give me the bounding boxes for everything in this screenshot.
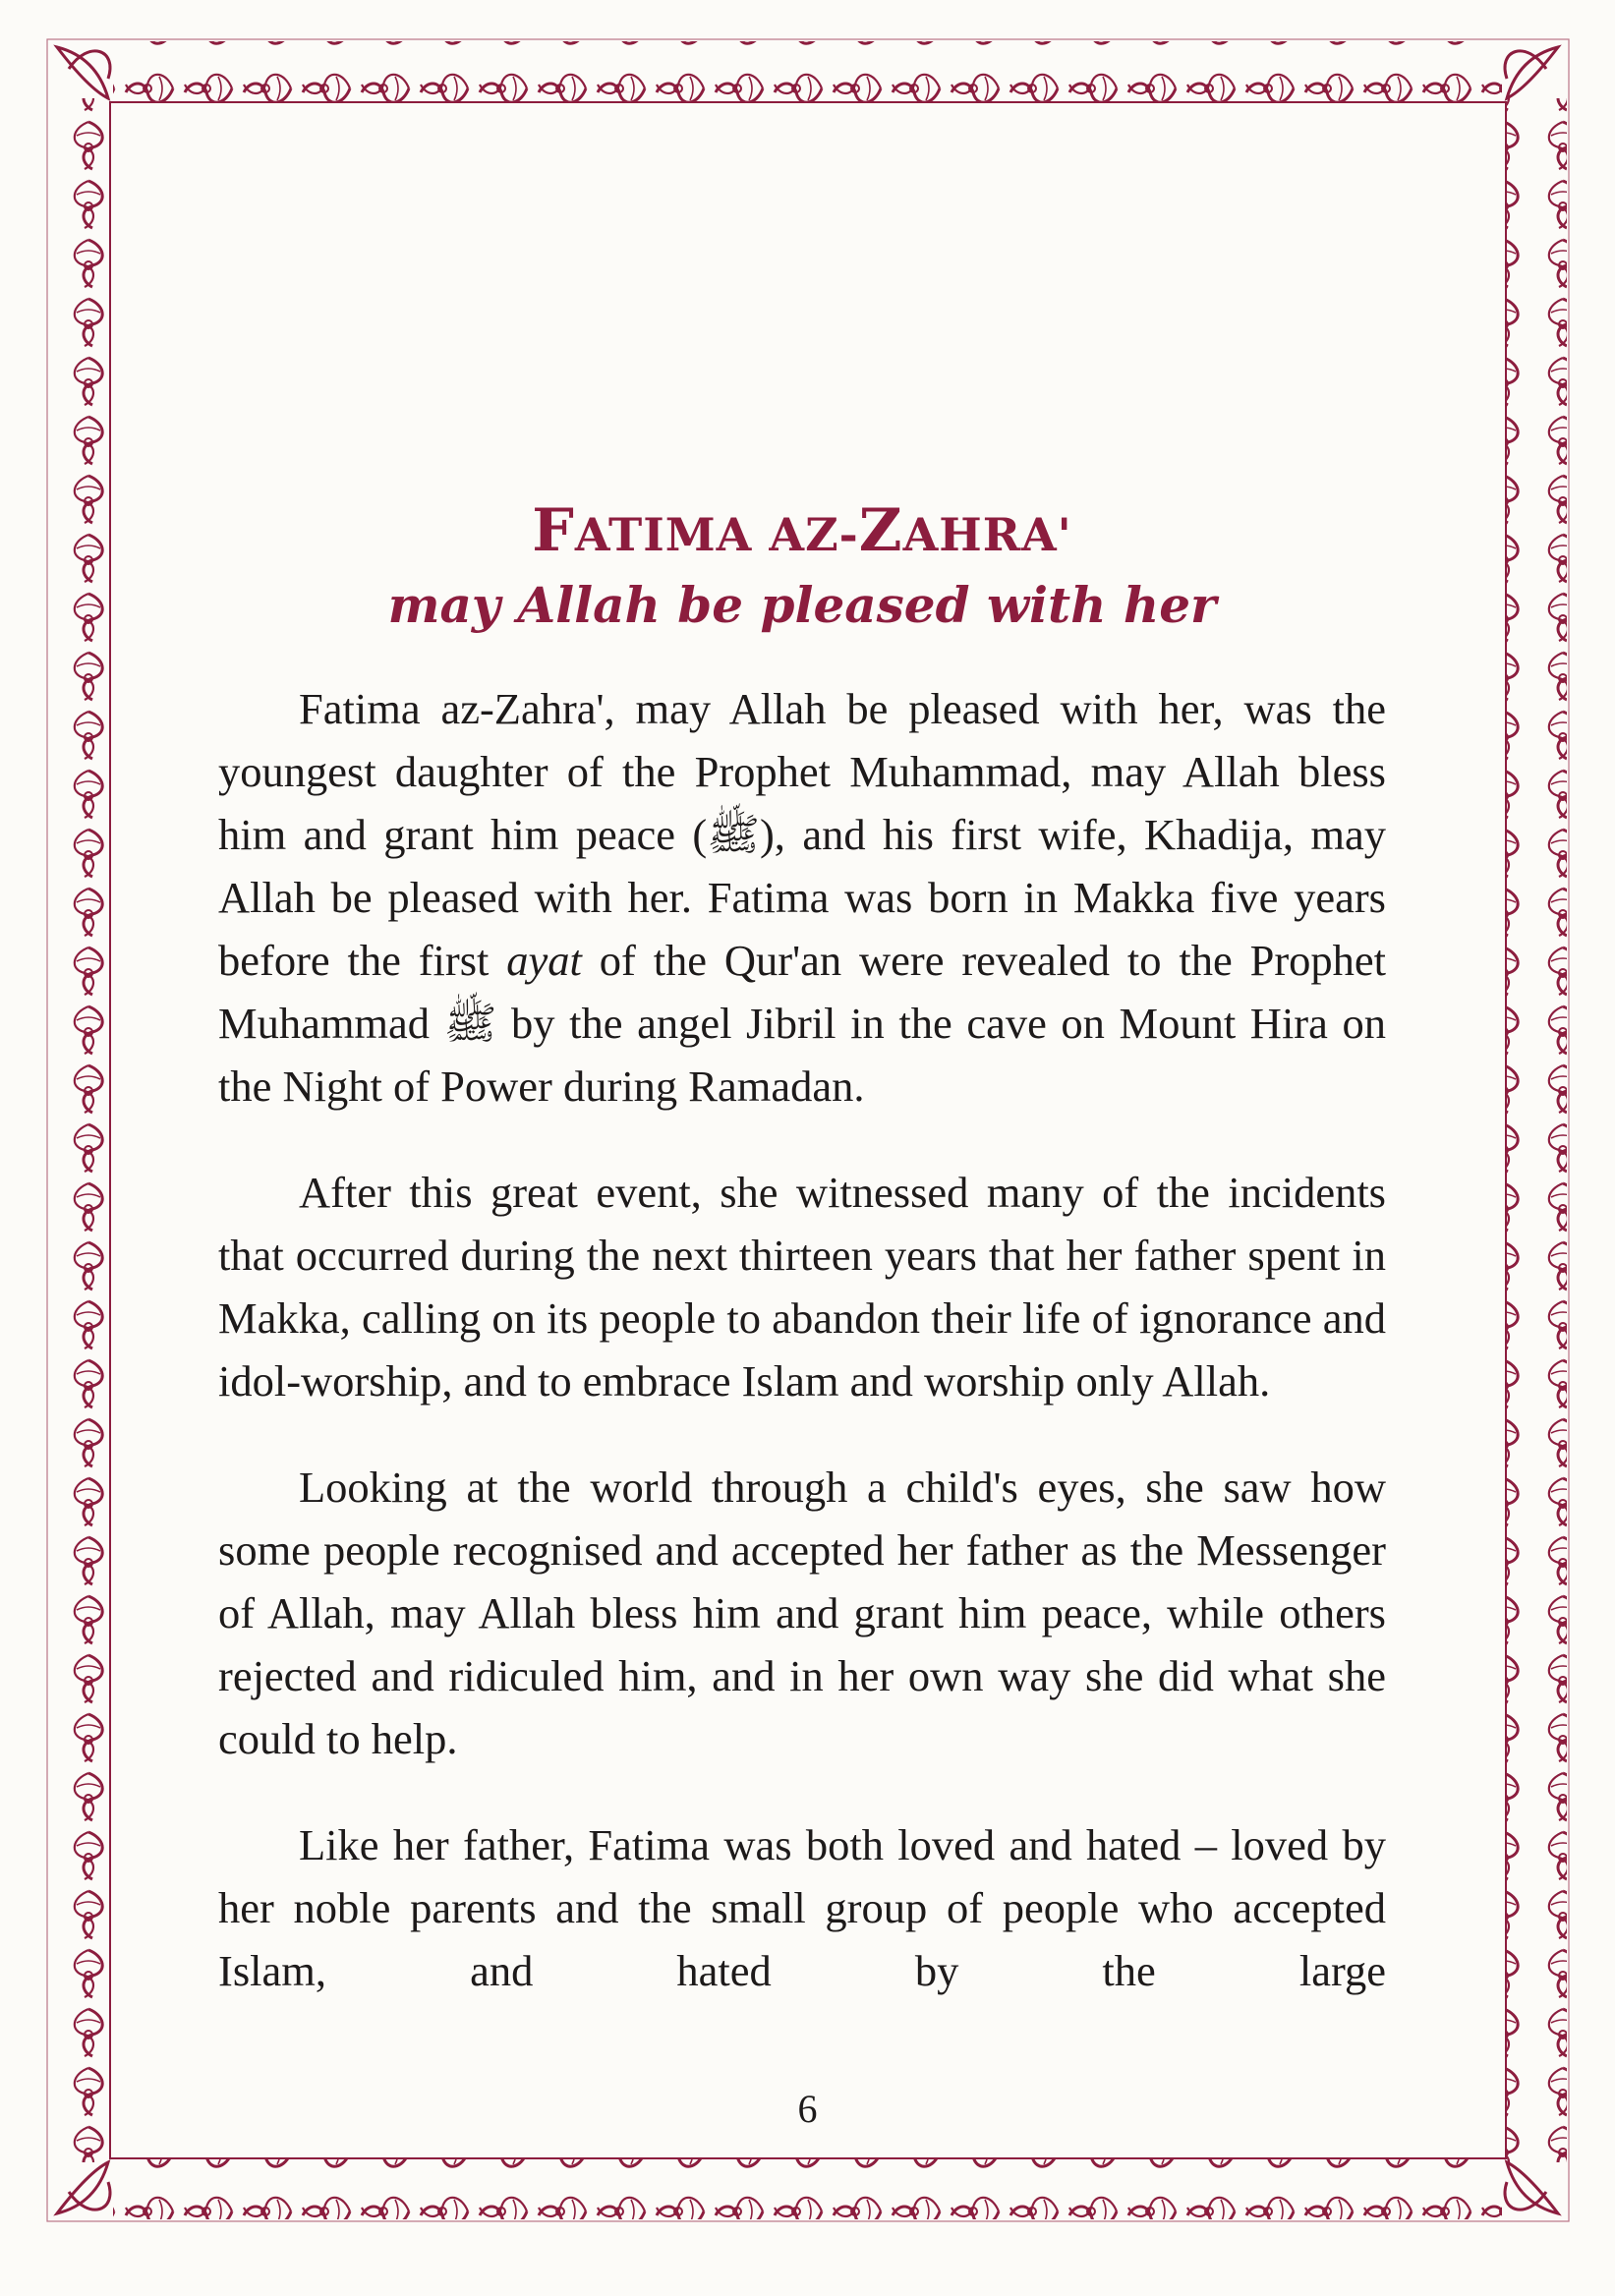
corner-ornament-bottom-left xyxy=(57,2162,110,2213)
paragraph-3: Looking at the world through a child's eyes, she saw how some people recognised and accepted her father as the Messenger of Allah, may Allah bless him and grant him peace, while others rejected and ridiculed him, and in her own way she did what she could to help. xyxy=(218,1463,1386,1763)
italic-term: ayat xyxy=(506,936,582,985)
corner-ornament-top-right xyxy=(1505,47,1558,98)
page-content xyxy=(218,496,1386,2045)
corner-ornament-bottom-right xyxy=(1505,2162,1558,2213)
chapter-subtitle: may Allah be pleased with her xyxy=(387,576,1217,634)
paragraph-1: Fatima az-Zahra', may Allah be pleased with her, was the youngest daughter of the Prophet Muhammad, may Allah bless him and grant him peace (ﷺ), and his first wife, Khadija, may Allah be pleased with her. Fatima was born in Makka five years before the first ayat of the Qur'an were revealed to the Prophet Muhammad ﷺ by the angel Jibril in the cave on Mount Hira on the Night of Power during Ramadan. xyxy=(218,684,1387,1111)
border-left xyxy=(49,98,110,2162)
paragraph-4: Like her father, Fatima was both loved and hated – loved by her noble parents and the small group of people who accepted Islam, and hated by the large xyxy=(218,1820,1386,1995)
honorific-glyph: ﷺ xyxy=(707,810,760,859)
corner-ornament-top-left xyxy=(57,47,110,98)
border-right xyxy=(1506,98,1567,2162)
page-number: 6 xyxy=(797,2087,818,2131)
border-top xyxy=(113,41,1502,102)
honorific-glyph: ﷺ xyxy=(443,999,497,1048)
border-bottom xyxy=(113,2158,1502,2219)
paragraph-2: After this great event, she witnessed many of the incidents that occurred during the next thirteen years that her father spent in Makka, calling on its people to abandon their life of ignorance and idol-worship, and to embrace Islam and worship only Allah. xyxy=(218,1168,1386,1406)
chapter-title: FATIMA AZ-ZAHRA' xyxy=(532,496,1072,565)
